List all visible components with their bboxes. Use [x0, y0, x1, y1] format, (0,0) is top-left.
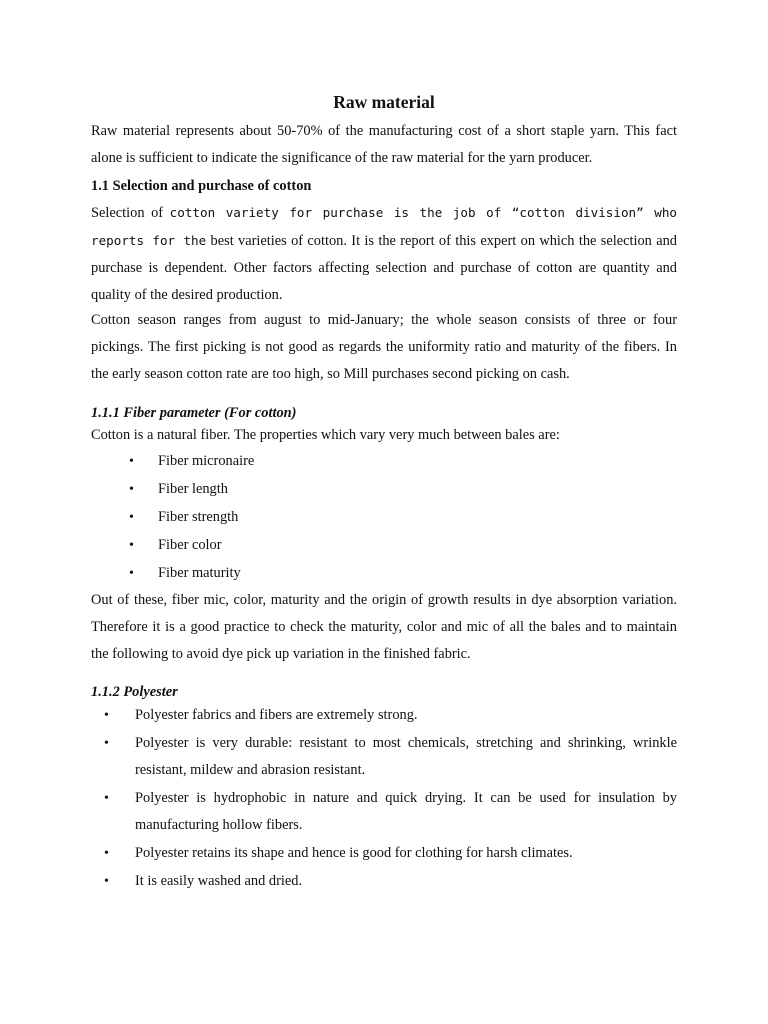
intro-paragraph: Raw material represents about 50-70% of the manufacturing cost of a short staple yarn. This fact alone is sufficient to indicate the significance of the raw material for the yarn producer.	[91, 123, 677, 166]
list-item-text: Fiber strength	[158, 509, 239, 525]
section-1-1-heading: 1.1 Selection and purchase of cotton	[91, 178, 312, 194]
bullet-icon: •	[104, 708, 109, 723]
section-1-1-1-intro: Cotton is a natural fiber. The properties which vary very much between bales are:	[91, 427, 560, 443]
bullet-icon: •	[129, 454, 134, 469]
paragraph-mono-text: cotton variety for purchase is the job of “cotton division” who reports for the	[91, 205, 678, 248]
section-1-1-paragraph-1	[91, 199, 677, 309]
list-item-text: Fiber color	[158, 537, 222, 553]
paragraph-rest-text: best varieties of cotton. It is the report of this expert on which the selection and purchase is dependent. Other factors affecting selection and purchase of cotton are quantity and quality of the desired production.	[91, 233, 677, 303]
list-item-text: Polyester is hydrophobic in nature and quick drying. It can be used for insulation by manufacturing hollow fibers.	[135, 790, 677, 833]
list-item-text: Fiber micronaire	[158, 453, 255, 469]
paragraph-lead-text: Selection of	[91, 205, 170, 221]
list-item-text: Fiber length	[158, 481, 228, 497]
list-item-text: It is easily washed and dried.	[135, 873, 303, 889]
bullet-icon: •	[129, 538, 134, 553]
section-1-1-paragraph-2: Cotton season ranges from august to mid-January; the whole season consists of three or four pickings. The first picking is not good as regards the uniformity ratio and maturity of the fibers. In the early season cotton rate are too high, so Mill purchases second picking on cash.	[91, 312, 677, 382]
page-title: Raw material	[333, 92, 435, 112]
bullet-icon: •	[129, 566, 134, 581]
bullet-icon: •	[104, 874, 109, 889]
section-1-1-1-closing: Out of these, fiber mic, color, maturity and the origin of growth results in dye absorption variation. Therefore it is a good practice to check the maturity, color and mic of all the bales and to maintain the following to avoid dye pick up variation in the finished fabric.	[91, 592, 677, 662]
bullet-icon: •	[129, 482, 134, 497]
list-item-text: Polyester is very durable: resistant to most chemicals, stretching and shrinking, wrinkle resistant, mildew and abrasion resistant.	[135, 735, 677, 778]
list-item-text: Fiber maturity	[158, 565, 241, 581]
list-item-text: Polyester fabrics and fibers are extremely strong.	[135, 707, 418, 723]
bullet-icon: •	[104, 791, 109, 806]
bullet-icon: •	[129, 510, 134, 525]
bullet-icon: •	[104, 736, 109, 751]
section-1-1-1-heading: 1.1.1 Fiber parameter (For cotton)	[91, 405, 297, 421]
list-item-text: Polyester retains its shape and hence is good for clothing for harsh climates.	[135, 845, 573, 861]
section-1-1-2-heading: 1.1.2 Polyester	[91, 684, 178, 700]
bullet-icon: •	[104, 846, 109, 861]
